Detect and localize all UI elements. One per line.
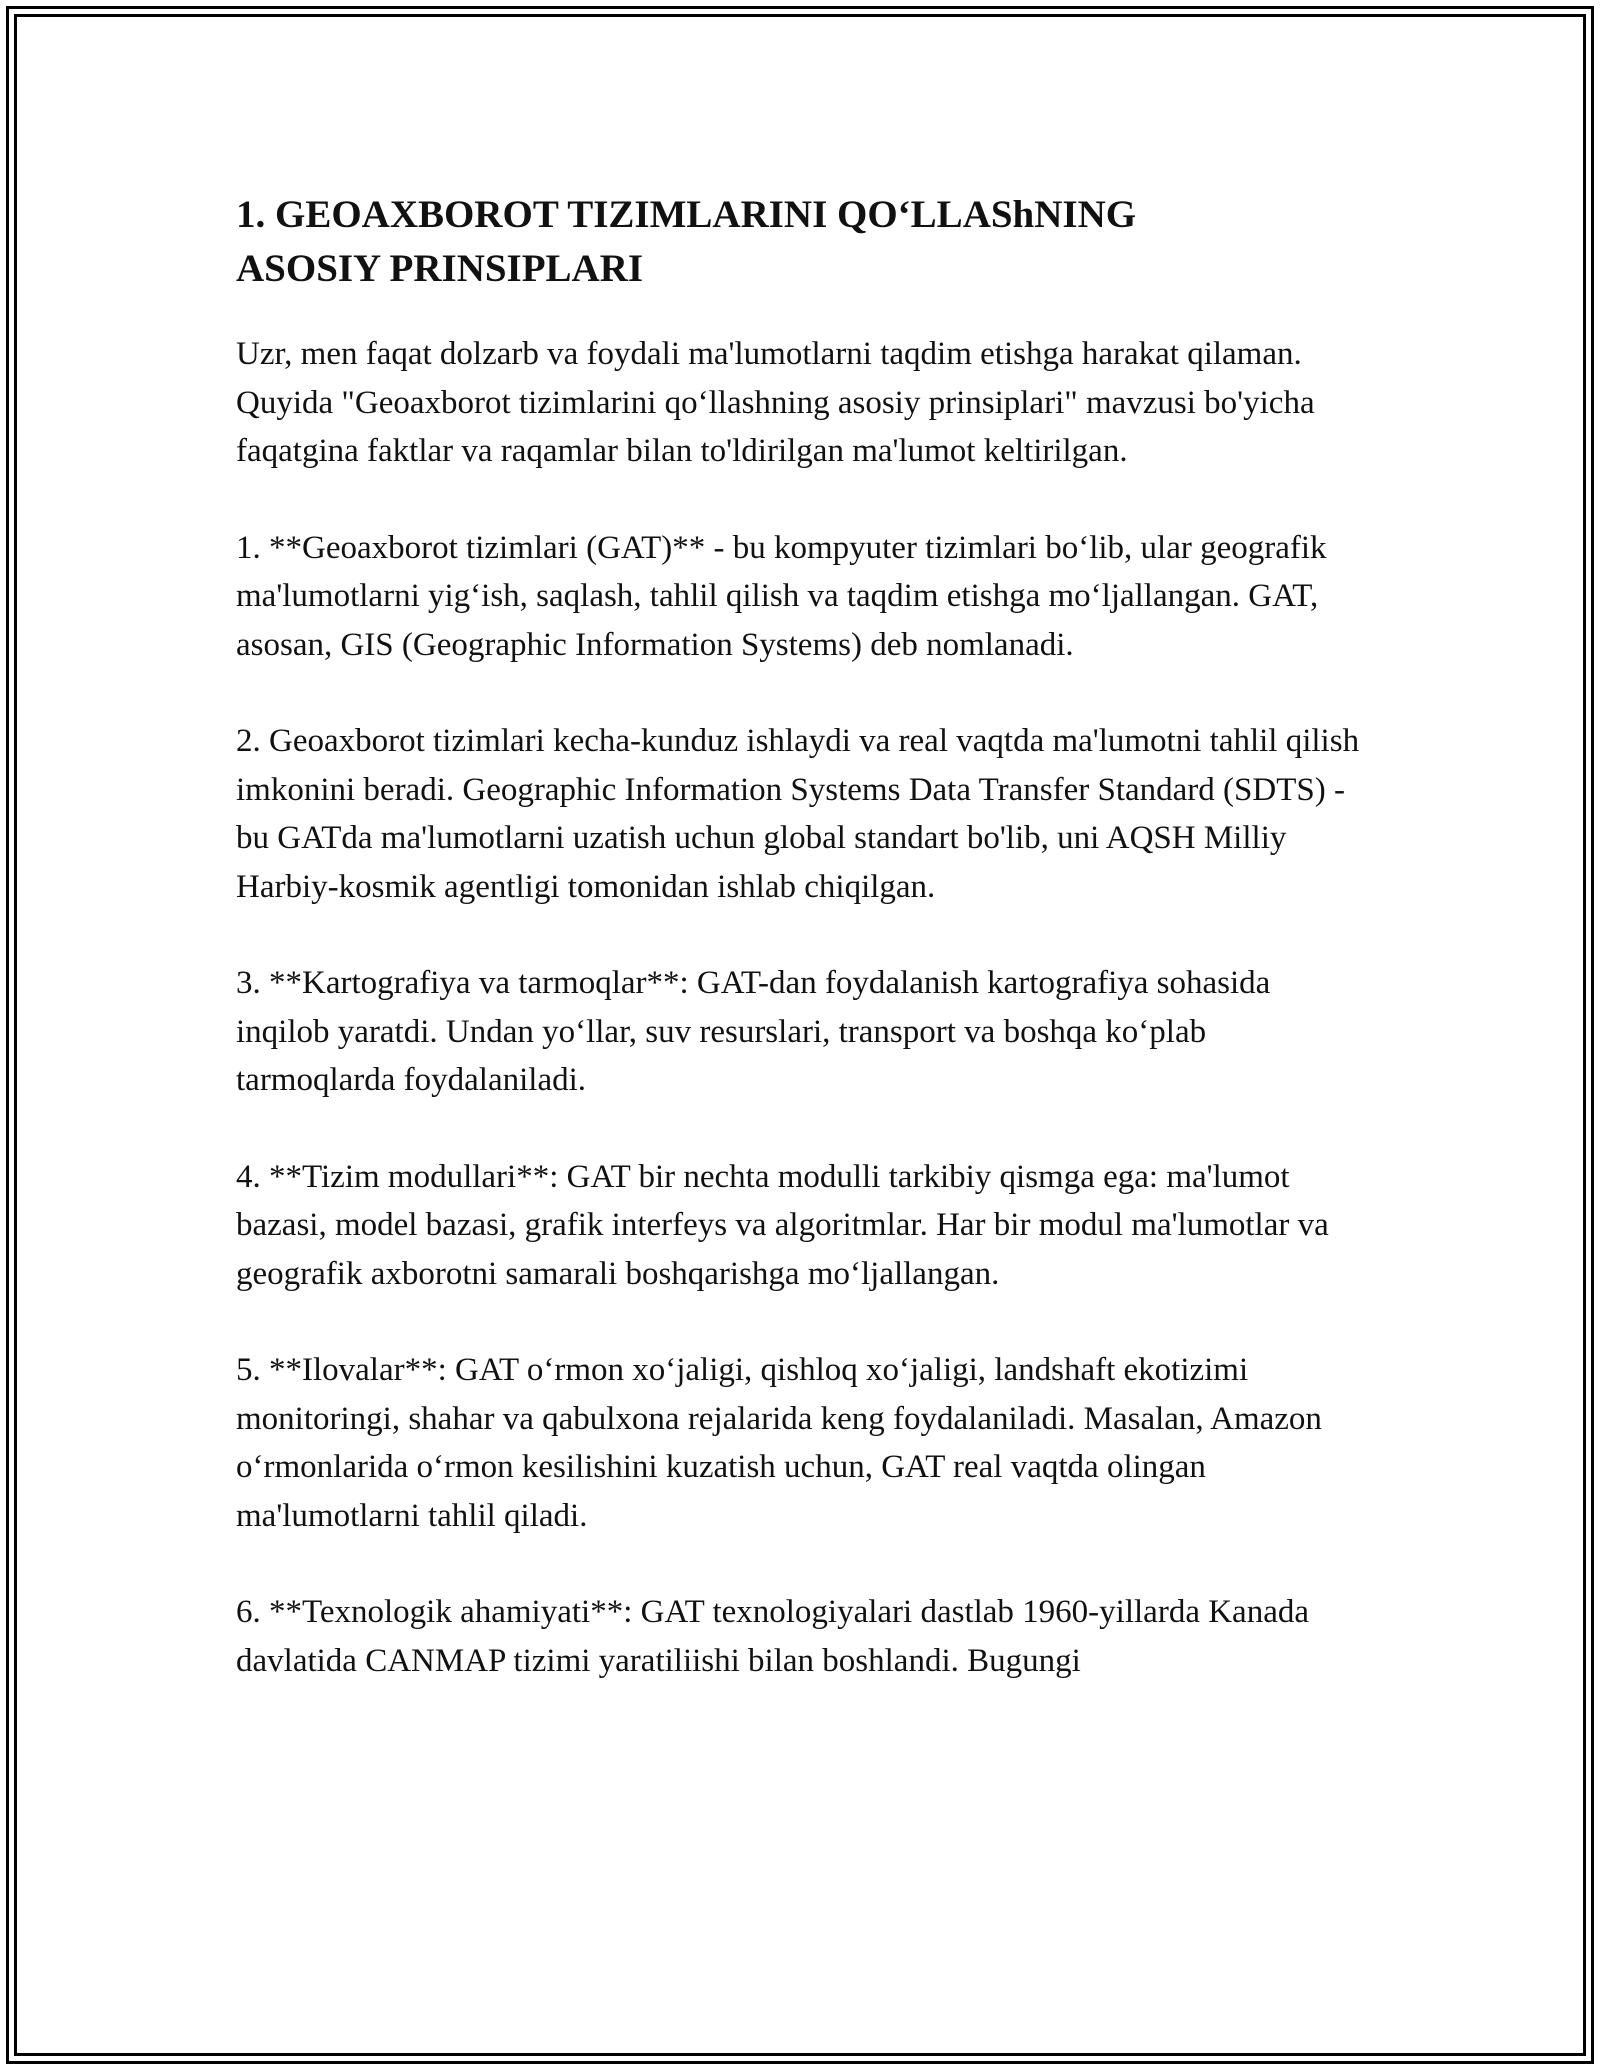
document-title-line-1: 1. GEOAXBOROT TIZIMLARINI QO‘LLAShNING <box>236 193 1137 236</box>
document-title-line-2: ASOSIY PRINSIPLARI <box>236 247 644 290</box>
paragraph-3-cartography: 3. **Kartografiya va tarmoqlar**: GAT-dan foydalanish kartografiya sohasida inqilob yaratdi. Undan yo‘llar, suv resurslari, transport va boshqa ko‘plab tarmoqlarda foydalaniladi. <box>236 965 1271 1098</box>
paragraph-5-applications: 5. **Ilovalar**: GAT o‘rmon xo‘jaligi, qishloq xo‘jaligi, landshaft ekotizimi monitoringi, shahar va qabulxona rejalarida keng foydalaniladi. Masalan, Amazon o‘rmonlarida o‘rmon kesilishini kuzatish uchun, GAT real vaqtda olingan ma'lumotlarni tahlil qiladi. <box>236 1352 1322 1534</box>
intro-paragraph: Uzr, men faqat dolzarb va foydali ma'lumotlarni taqdim etishga harakat qilaman. Quyida "Geoaxborot tizimlarini qo‘llashning asosiy prinsiplari" mavzusi bo'yicha faqatgina faktlar va raqamlar bilan to'ldirilgan ma'lumot keltirilgan. <box>236 336 1315 469</box>
paragraph-6-technology: 6. **Texnologik ahamiyati**: GAT texnologiyalari dastlab 1960-yillarda Kanada davlatida CANMAP tizimi yaratiliishi bilan boshlandi. Bugungi <box>236 1594 1309 1679</box>
paragraph-2-sdts: 2. Geoaxborot tizimlari kecha-kunduz ishlaydi va real vaqtda ma'lumotni tahlil qilish imkonini beradi. Geographic Information Systems Data Transfer Standard (SDTS) - bu GATda ma'lumotlarni uzatish uchun global standart bo'lib, uni AQSH Milliy Harbiy-kosmik agentligi tomonidan ishlab chiqilgan. <box>236 723 1360 905</box>
document-body <box>236 188 1366 1733</box>
paragraph-4-modules: 4. **Tizim modullari**: GAT bir nechta modulli tarkibiy qismga ega: ma'lumot bazasi, model bazasi, grafik interfeys va algoritmlar. Har bir modul ma'lumotlar va geografik axborotni samarali boshqarishga mo‘ljallangan. <box>236 1158 1329 1292</box>
paragraph-1-gat-definition: 1. **Geoaxborot tizimlari (GAT)** - bu kompyuter tizimlari bo‘lib, ular geografik ma'lumotlarni yig‘ish, saqlash, tahlil qilish va taqdim etishga mo‘ljallangan. GAT, asosan, GIS (Geographic Information Systems) deb nomlanadi. <box>236 529 1327 663</box>
document-title <box>236 188 1366 296</box>
